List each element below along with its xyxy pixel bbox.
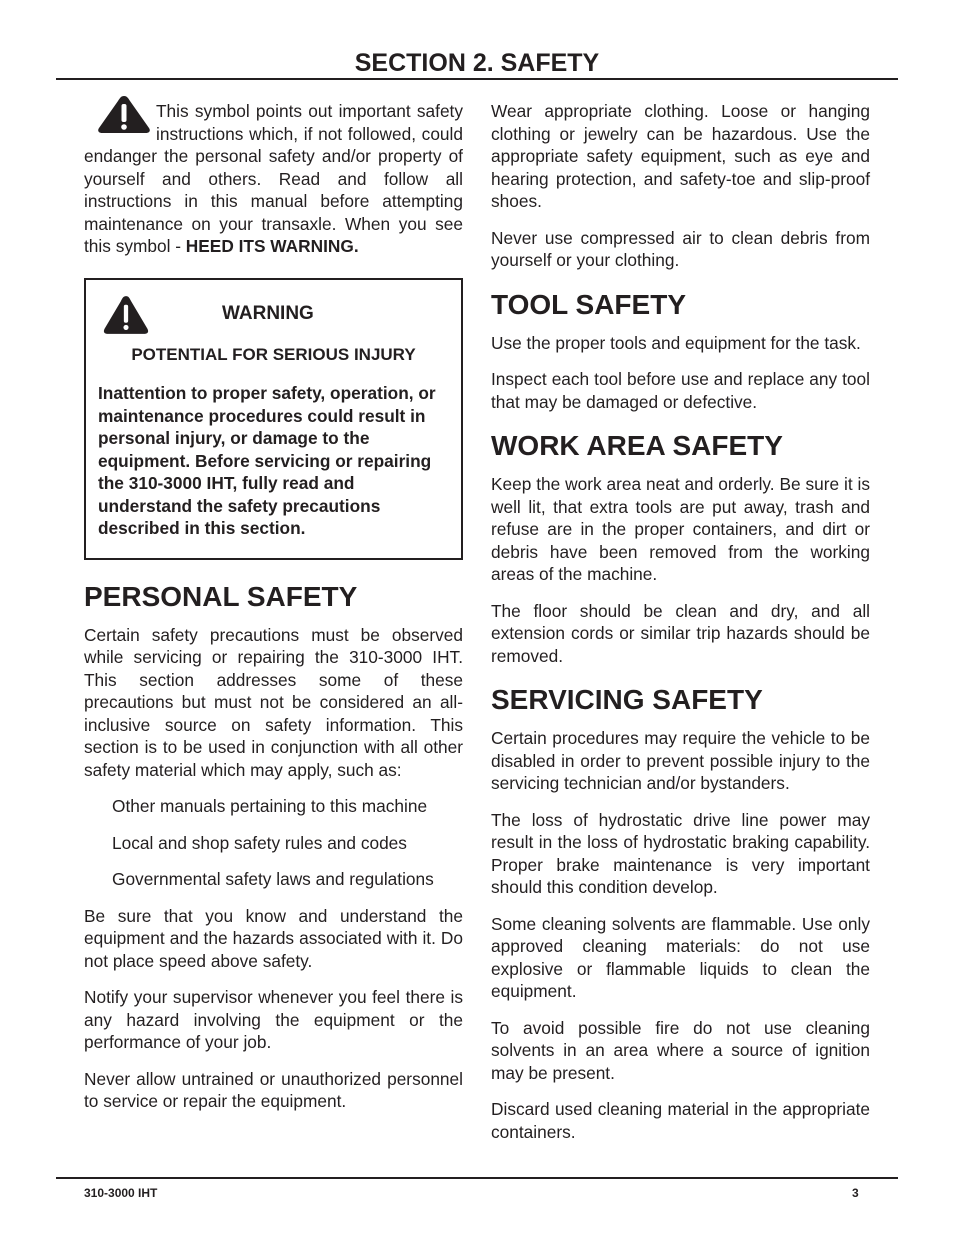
list-item: Governmental safety laws and regulations <box>112 869 434 889</box>
intro-text: This symbol points out important safety instructions which, if not followed, could endanger the personal safety and/or property of yourself and others. Read and follow all instructions in this manual before attempting maintenance on your transaxle. When you see this symbol - <box>84 101 463 256</box>
personal-safety-paragraph: Notify your supervisor whenever you feel there is any hazard involving the equipment or the performance of your job. <box>84 987 463 1052</box>
work-area-safety-heading: WORK AREA SAFETY <box>491 430 783 461</box>
section-title: SECTION 2. SAFETY <box>354 49 600 77</box>
servicing-paragraph: Some cleaning solvents are flammable. Use only approved cleaning materials: do not use explosive or flammable liquids to clean the equipment. <box>491 913 870 1001</box>
personal-safety-paragraph: Certain safety precautions must be observed while servicing or repairing the 310-3000 IHT. This section addresses some of these precautions but must not be considered an all-inclusive source on safety information. This section is to be used in conjunction with all other safety material which may apply, such as: <box>84 624 463 780</box>
footer-rule <box>56 1177 898 1179</box>
tool-safety-paragraph: Inspect each tool before use and replace any tool that may be damaged or defective. <box>491 369 870 412</box>
compressed-air-paragraph: Never use compressed air to clean debris from yourself or your clothing. <box>491 227 870 270</box>
list-item: Local and shop safety rules and codes <box>112 832 407 853</box>
warning-box <box>84 278 463 560</box>
left-column <box>84 100 463 1127</box>
personal-safety-paragraph: Be sure that you know and understand the equipment and the hazards associated with it. Do not place speed above safety. <box>84 905 463 971</box>
servicing-paragraph: To avoid possible fire do not use cleaning solvents in an area where a source of ignition may be present. <box>491 1017 870 1083</box>
servicing-safety-heading: SERVICING SAFETY <box>491 684 763 715</box>
warning-box-header <box>98 290 449 338</box>
servicing-paragraph: The loss of hydrostatic drive line power may result in the loss of hydrostatic braking capability. Proper brake maintenance is very important should this condition develop. <box>491 809 870 897</box>
personal-safety-paragraph: Never allow untrained or unauthorized personnel to service or repair the equipment. <box>84 1068 463 1111</box>
tool-safety-paragraph: Use the proper tools and equipment for the task. <box>491 332 861 353</box>
warning-triangle-icon <box>102 294 150 336</box>
clothing-paragraph: Wear appropriate clothing. Loose or hanging clothing or jewelry can be hazardous. Use the appropriate safety equipment, such as eye and hearing protection, and safety-toe and slip-proof shoes. <box>491 101 870 211</box>
warning-title: WARNING <box>222 302 314 324</box>
page-number: 3 <box>852 1186 859 1200</box>
servicing-paragraph: Certain procedures may require the vehicle to be disabled in order to prevent possible injury to the servicing technician and/or bystanders. <box>491 728 870 793</box>
intro-bold: HEED ITS WARNING. <box>185 236 359 256</box>
personal-safety-heading: PERSONAL SAFETY <box>84 580 358 612</box>
list-item: Other manuals pertaining to this machine <box>112 796 428 816</box>
work-area-paragraph: Keep the work area neat and orderly. Be sure it is well lit, that extra tools are put away, trash and refuse are in the proper containers, and dirt or debris have been removed from the working areas of the machine. <box>491 474 870 584</box>
tool-safety-heading: TOOL SAFETY <box>491 288 686 320</box>
work-area-paragraph: The floor should be clean and dry, and all extension cords or similar trip hazards should be removed. <box>491 600 870 666</box>
right-column <box>491 100 870 1157</box>
intro-paragraph <box>84 100 463 258</box>
servicing-paragraph: Discard used cleaning material in the appropriate containers. <box>491 1099 870 1142</box>
warning-subtitle: POTENTIAL FOR SERIOUS INJURY <box>131 344 416 364</box>
warning-body: Inattention to proper safety, operation, or maintenance procedures could result in personal injury, or damage to the equipment. Before servicing or repairing the 310-3000 IHT, fully read and understand the safety precautions described in this section. <box>98 383 436 538</box>
header-rule <box>56 78 898 80</box>
footer-model: 310-3000 IHT <box>84 1186 158 1200</box>
warning-triangle-icon <box>96 94 152 134</box>
